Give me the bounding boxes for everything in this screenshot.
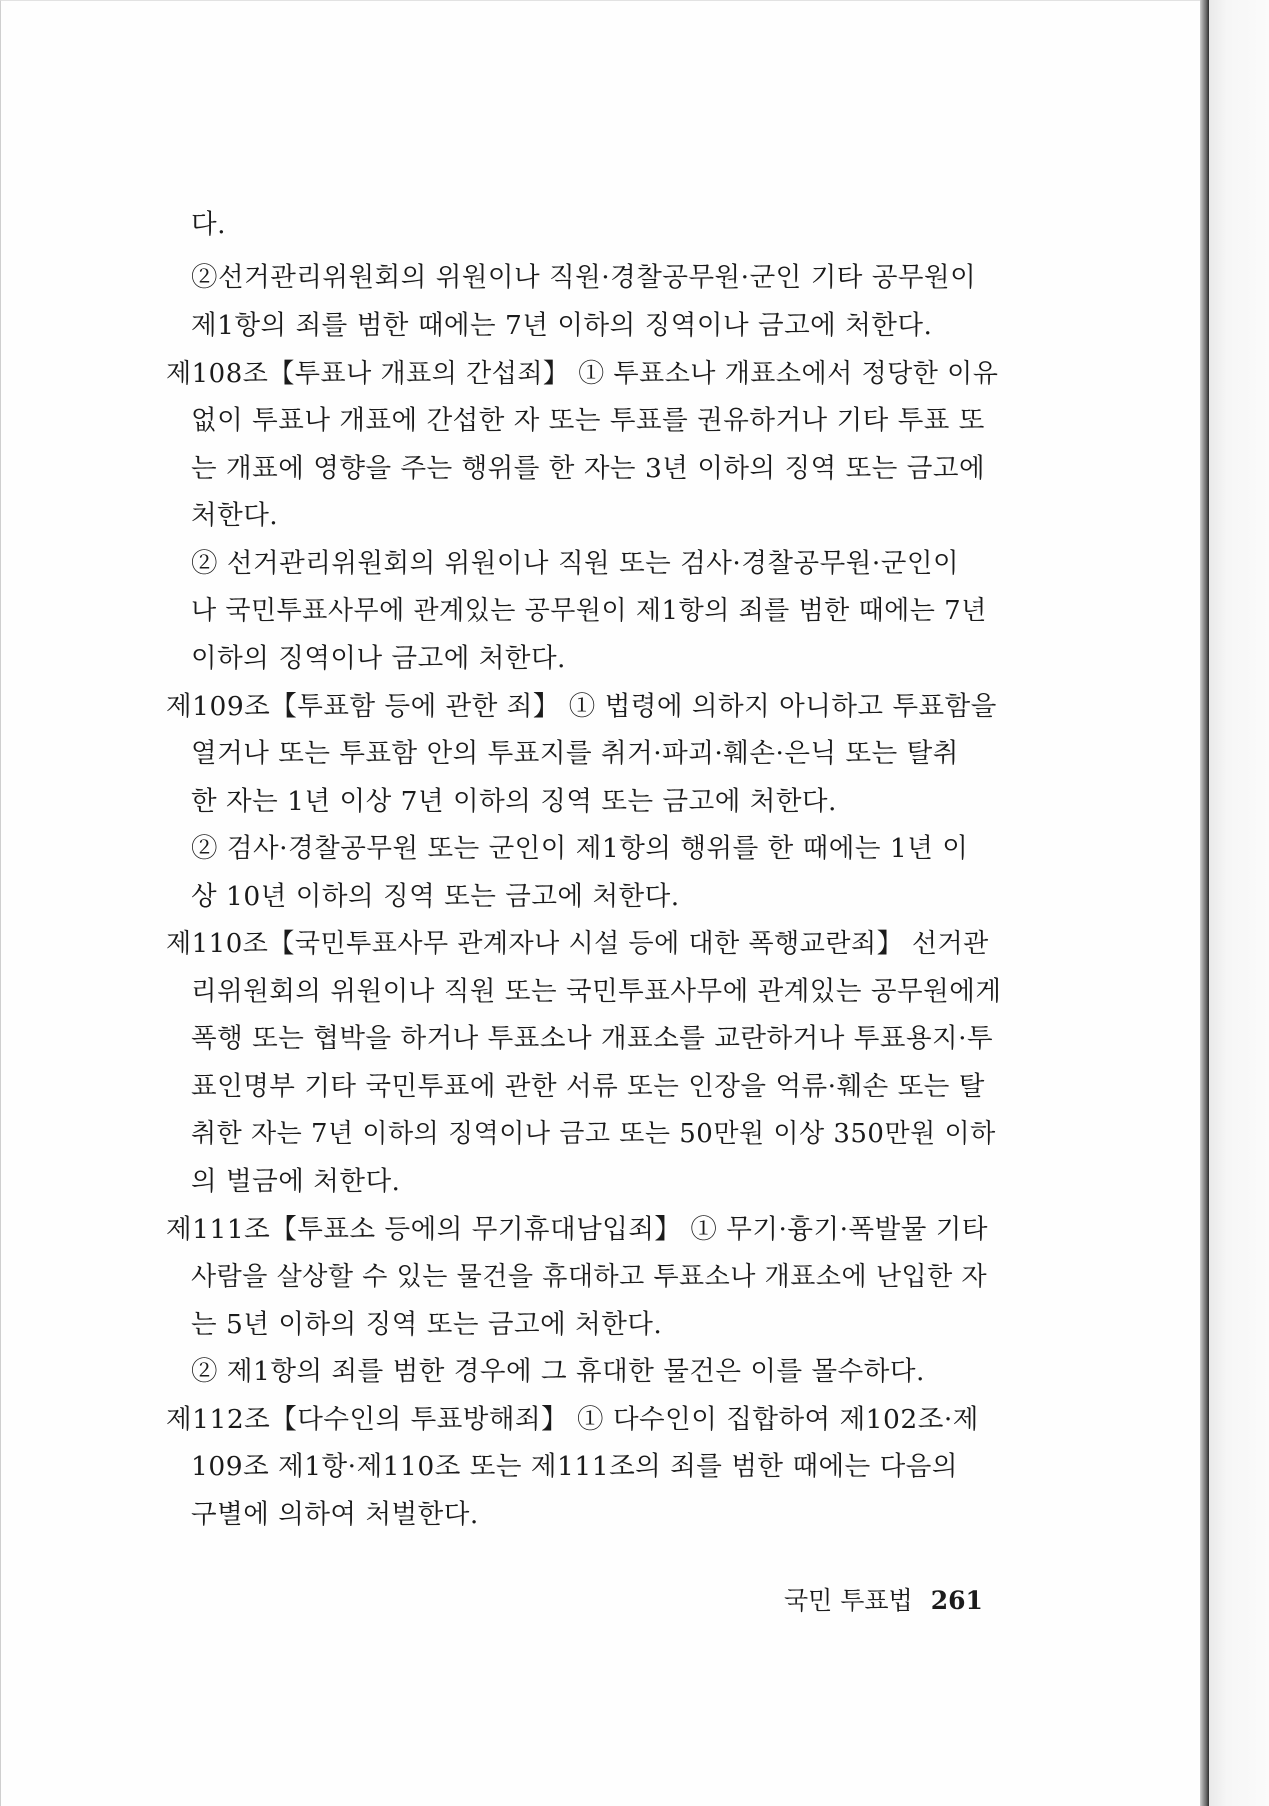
text-line: 없이 투표나 개표에 간섭한 자 또는 투표를 권유하거나 기타 투표 또 <box>191 405 985 436</box>
article-heading-108: 제108조【투표나 개표의 간섭죄】 ① 투표소나 개표소에서 정당한 이유 <box>166 359 999 389</box>
article-heading-112: 제112조【다수인의 투표방해죄】 ① 다수인이 집합하여 제102조·제 <box>166 1404 979 1435</box>
text-line: 표인명부 기타 국민투표에 관한 서류 또는 인장을 억류·훼손 또는 탈 <box>191 1071 985 1102</box>
text-line: ②선거관리위원회의 위원이나 직원·경찰공무원·군인 기타 공무원이 <box>191 262 977 293</box>
article-heading-110: 제110조【국민투표사무 관계자나 시설 등에 대한 폭행교란죄】 선거관 <box>166 929 989 959</box>
text-line: 리위원회의 위원이나 직원 또는 국민투표사무에 관계있는 공무원에게 <box>191 976 1002 1007</box>
text-line: ② 선거관리위원회의 위원이나 직원 또는 검사·경찰공무원·군인이 <box>191 548 960 579</box>
text-line: 109조 제1항·제110조 또는 제111조의 죄를 범한 때에는 다음의 <box>191 1451 958 1482</box>
text-line: 의 벌금에 처한다. <box>191 1166 401 1197</box>
text-line: 한 자는 1년 이상 7년 이하의 징역 또는 금고에 처한다. <box>191 786 837 817</box>
text-line: 사람을 살상할 수 있는 물건을 휴대하고 투표소나 개표소에 난입한 자 <box>191 1262 988 1292</box>
text-line: 취한 자는 7년 이하의 징역이나 금고 또는 50만원 이상 350만원 이하 <box>191 1119 996 1149</box>
running-title: 국민 투표법 <box>784 1586 913 1615</box>
text-line: ② 제1항의 죄를 범한 경우에 그 휴대한 물건은 이를 몰수하다. <box>191 1356 925 1387</box>
text-line: 는 5년 이하의 징역 또는 금고에 처한다. <box>191 1309 663 1340</box>
text-line: 는 개표에 영향을 주는 행위를 한 자는 3년 이하의 징역 또는 금고에 <box>191 453 986 484</box>
text-line: 제1항의 죄를 범한 때에는 7년 이하의 징역이나 금고에 처한다. <box>191 310 933 341</box>
article-heading-111: 제111조【투표소 등에의 무기휴대남입죄】 ① 무기·흉기·폭발물 기타 <box>166 1214 988 1245</box>
page-edge <box>1200 0 1209 1806</box>
page-number: 261 <box>930 1586 983 1615</box>
text-line: 폭행 또는 협박을 하거나 투표소나 개표소를 교란하거나 투표용지·투 <box>191 1023 994 1054</box>
text-line: 이하의 징역이나 금고에 처한다. <box>191 643 566 674</box>
page-footer <box>784 1585 983 1617</box>
text-line: 나 국민투표사무에 관계있는 공무원이 제1항의 죄를 범한 때에는 7년 <box>191 596 987 626</box>
text-line: 처한다. <box>191 500 279 531</box>
article-heading-109: 제109조【투표함 등에 관한 죄】 ① 법령에 의하지 아니하고 투표함을 <box>166 691 997 722</box>
text-line: 다. <box>191 209 227 240</box>
text-line: 구별에 의하여 처벌한다. <box>191 1499 479 1530</box>
text-line: ② 검사·경찰공무원 또는 군인이 제1항의 행위를 한 때에는 1년 이 <box>191 833 969 864</box>
text-line: 상 10년 이하의 징역 또는 금고에 처한다. <box>191 881 680 912</box>
text-line: 열거나 또는 투표함 안의 투표지를 취거·파괴·훼손·은닉 또는 탈취 <box>191 738 959 769</box>
page-edge-shadow <box>1209 0 1269 1806</box>
